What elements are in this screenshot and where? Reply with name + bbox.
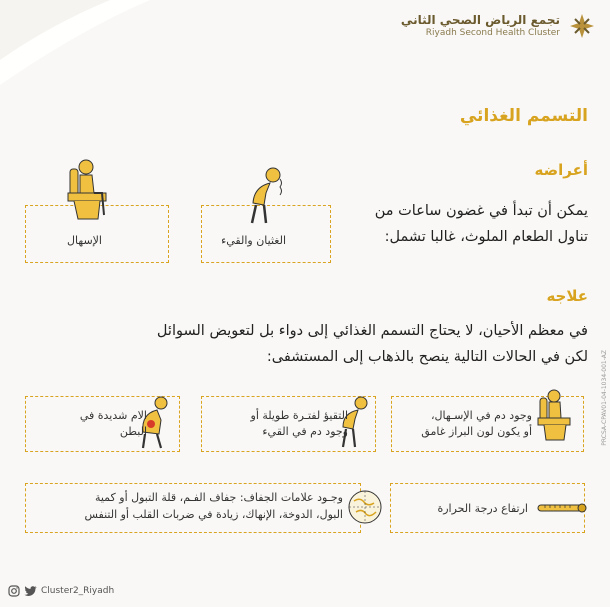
treatment-line-2: لكن في الحالات التالية ينصح بالذهاب إلى المستشفى: bbox=[266, 349, 588, 365]
toilet-person-icon bbox=[536, 388, 576, 442]
corner-decoration bbox=[0, 0, 160, 90]
instagram-icon[interactable] bbox=[8, 585, 20, 597]
document-code: PRCSA-CPAV01-04-1034-001-AZ bbox=[601, 350, 608, 446]
symptom-label-diarrhea: الإسهال bbox=[67, 234, 102, 247]
case-label-blood-stool-1: وجود دم في الإسـهال، bbox=[430, 409, 532, 422]
symptoms-line-1: يمكن أن تبدأ في غضون ساعات من bbox=[374, 203, 588, 219]
nausea-person-icon bbox=[240, 165, 290, 227]
logo-arabic-name: تجمع الرياض الصحي الثاني bbox=[400, 13, 560, 27]
case-label-abdominal-pain-2: البطن bbox=[119, 425, 147, 438]
symptom-label-nausea: الغثيان والقيء bbox=[221, 234, 286, 247]
logo-english-name: Riyadh Second Health Cluster bbox=[425, 28, 560, 38]
case-label-blood-stool-2: أو يكون لون البراز غامق bbox=[421, 425, 532, 438]
case-label-dehydration-1: وجـود علامات الجفاف: جفاف الفـم، قلة التبول أو كمية bbox=[94, 491, 343, 504]
cluster-logo bbox=[401, 12, 596, 40]
page-title: التسمم الغذائي bbox=[459, 106, 588, 126]
symptoms-heading: أعراضه bbox=[534, 161, 588, 179]
thermometer-icon bbox=[537, 501, 587, 515]
case-label-abdominal-pain-1: الام شديدة في bbox=[79, 409, 147, 422]
symptoms-line-2: تناول الطعام الملوث، غالبا تشمل: bbox=[384, 229, 588, 245]
treatment-line-1: في معظم الأحيان، لا يحتاج التسمم الغذائي إلى دواء بل لتعويض السوائل bbox=[156, 323, 588, 339]
cluster-emblem-icon bbox=[568, 12, 596, 40]
case-label-dehydration-2: البول، الدوخة، الإنهاك، زيادة في ضربات القلب أو التنفس bbox=[84, 508, 343, 521]
treatment-heading: علاجه bbox=[546, 287, 588, 305]
toilet-person-icon bbox=[62, 157, 112, 223]
twitter-icon[interactable] bbox=[24, 586, 37, 597]
case-label-fever: ارتفاع درجة الحرارة bbox=[437, 502, 528, 515]
social-handle[interactable]: Cluster2_Riyadh bbox=[41, 586, 115, 596]
social-footer bbox=[8, 585, 114, 597]
case-label-vomiting-1: التقيؤ لفتـرة طويلة أو bbox=[250, 409, 348, 422]
case-label-vomiting-2: وجود دم في القيء bbox=[262, 425, 348, 438]
dehydration-globe-icon bbox=[346, 488, 384, 526]
